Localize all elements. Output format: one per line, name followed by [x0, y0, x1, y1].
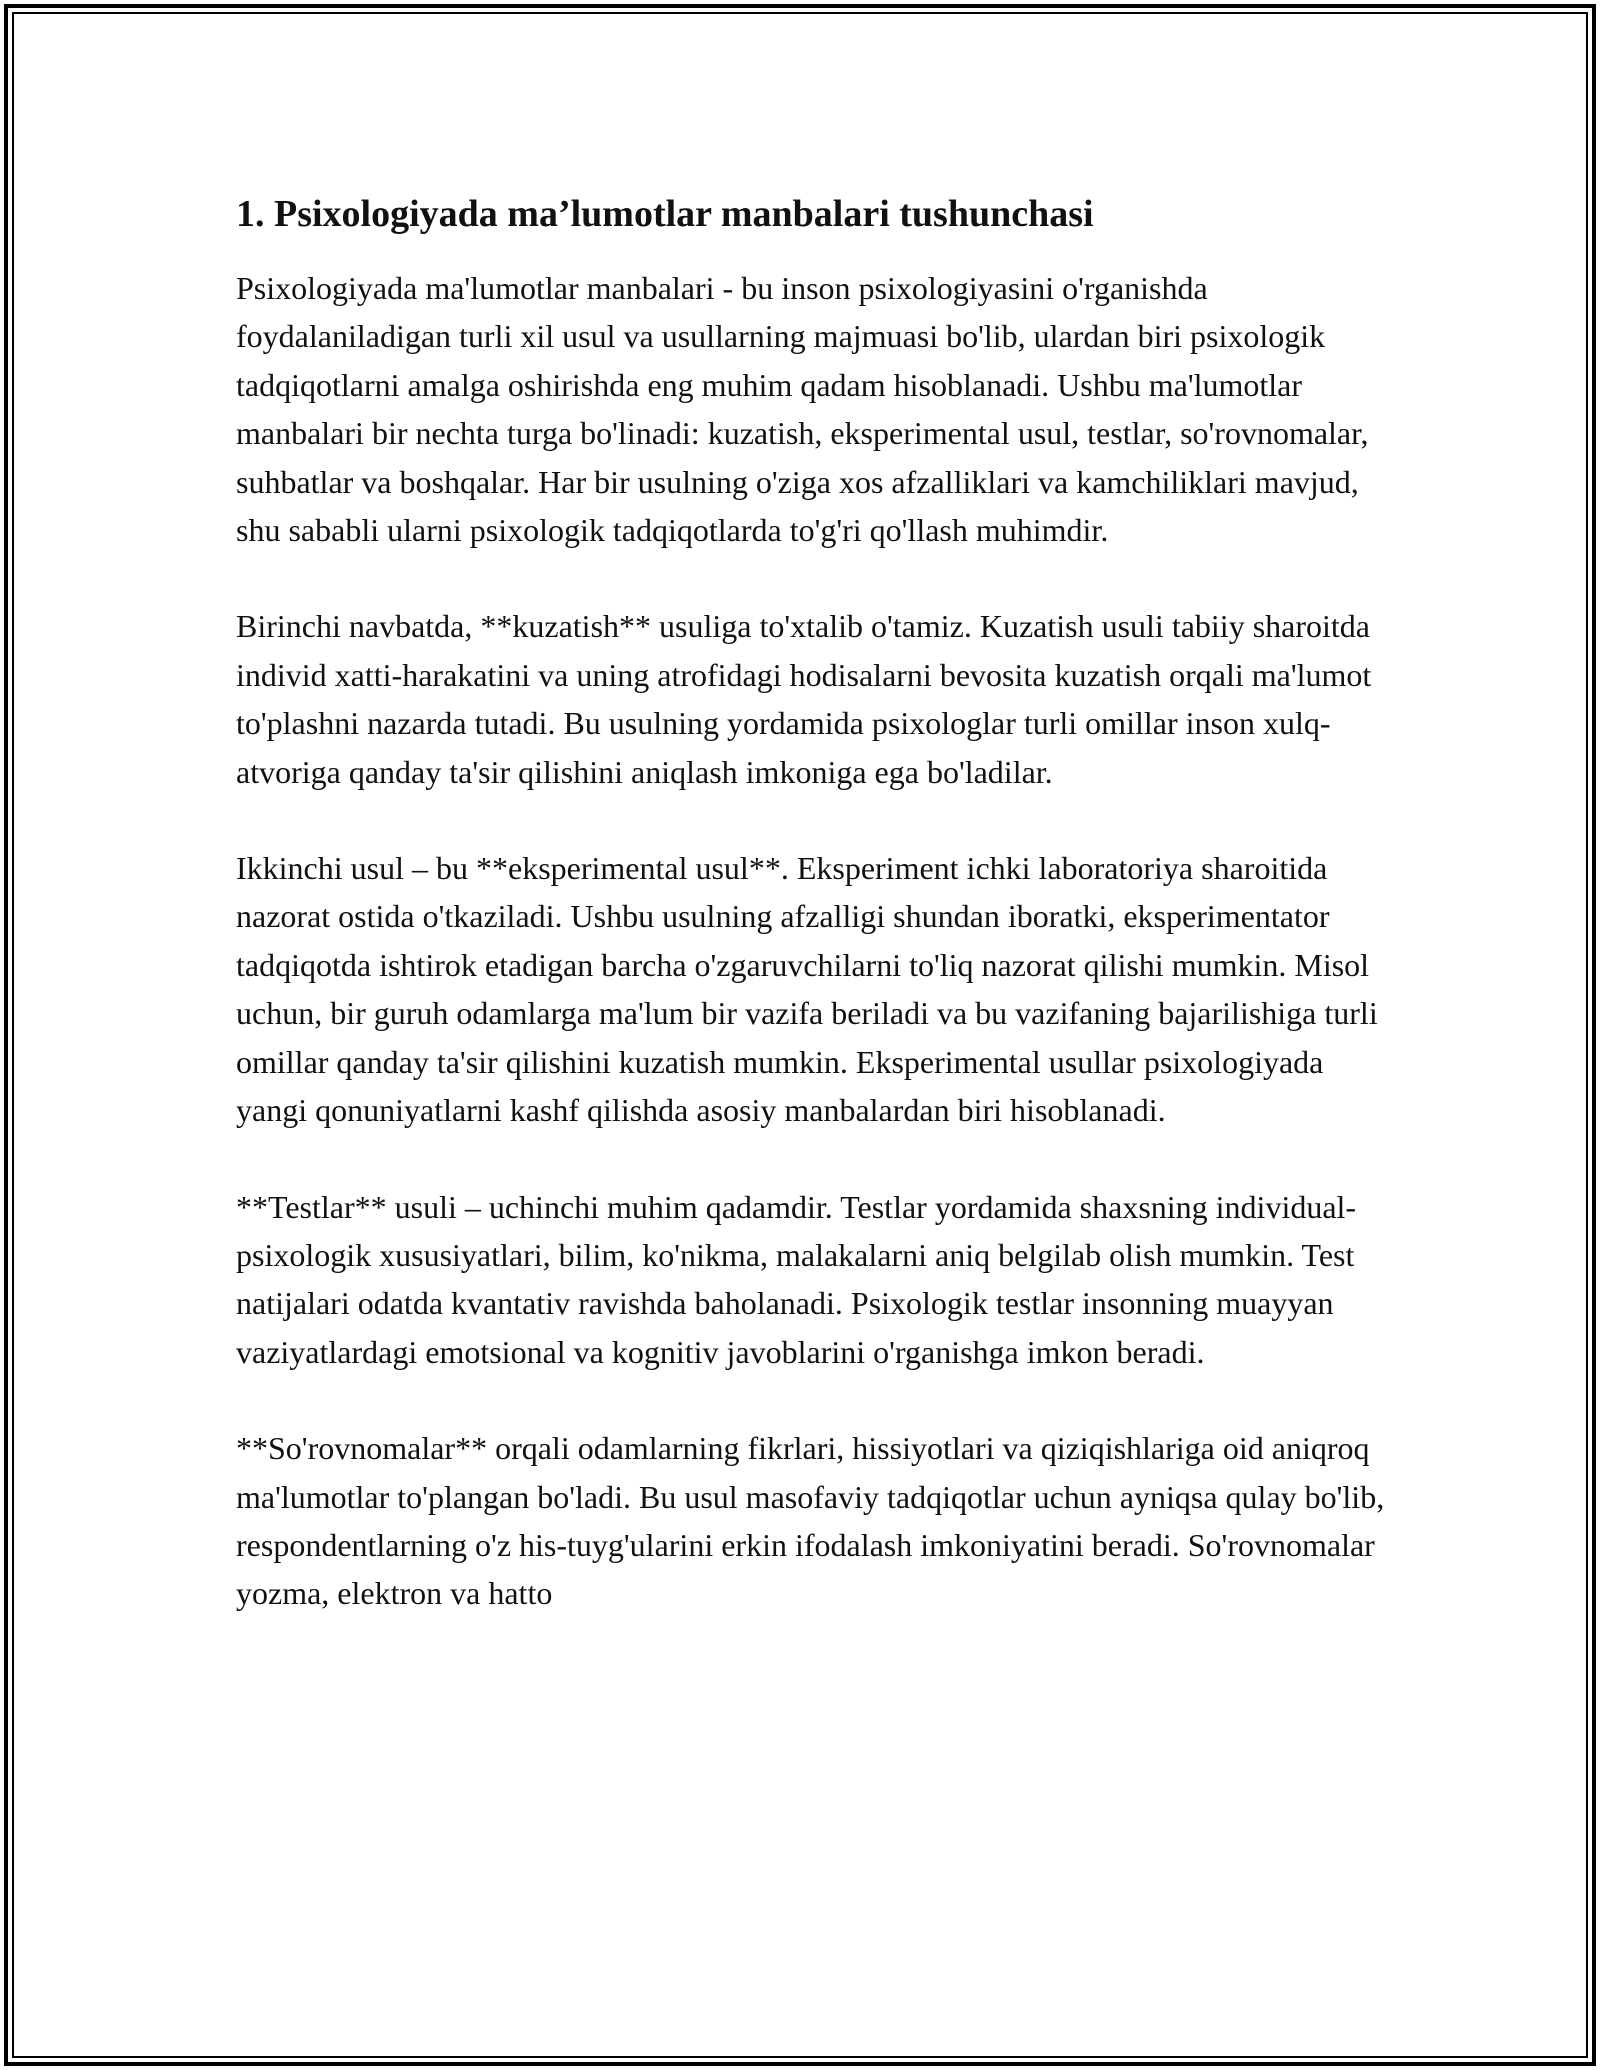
document-body: [236, 186, 1386, 1666]
section-heading: 1. Psixologiyada ma’lumotlar manbalari tushunchasi: [236, 193, 1094, 235]
paragraph-observation: Birinchi navbatda, **kuzatish** usuliga to'xtalib o'tamiz. Kuzatish usuli tabiiy sharoitda individ xatti-harakatini va uning atrofidagi hodisalarni bevosita kuzatish orqali ma'lumot to'plashni nazarda tutadi. Bu usulning yordamida psixologlar turli omillar inson xulq-atvoriga qanday ta'sir qilishini aniqlash imkoniga ega bo'ladilar.: [236, 608, 1372, 790]
paragraph-tests: **Testlar** usuli – uchinchi muhim qadamdir. Testlar yordamida shaxsning individual-psixologik xususiyatlari, bilim, ko'nikma, malakalarni aniq belgilab olish mumkin. Test natijalari odatda kvantativ ravishda baholanadi. Psixologik testlar insonning muayyan vaziyatlardagi emotsional va kognitiv javoblarini o'rganishga imkon beradi.: [236, 1188, 1357, 1370]
paragraph-experimental: Ikkinchi usul – bu **eksperimental usul**. Eksperiment ichki laboratoriya sharoitida nazorat ostida o'tkaziladi. Ushbu usulning afzalligi shundan iboratki, eksperimentator tadqiqotda ishtirok etadigan barcha o'zgaruvchilarni to'liq nazorat qilishi mumkin. Misol uchun, bir guruh odamlarga ma'lum bir vazifa beriladi va bu vazifaning bajarilishiga turli omillar qanday ta'sir qilishini kuzatish mumkin. Eksperimental usullar psixologiyada yangi qonuniyatlarni kashf qilishda asosiy manbalardan biri hisoblanadi.: [236, 850, 1378, 1129]
paragraph-surveys: **So'rovnomalar** orqali odamlarning fikrlari, hissiyotlari va qiziqishlariga oid aniqroq ma'lumotlar to'plangan bo'ladi. Bu usul masofaviy tadqiqotlar uchun ayniqsa qulay bo'lib, respondentlarning o'z his-tuyg'ularini erkin ifodalash imkoniyatini beradi. So'rovnomalar yozma, elektron va hatto: [236, 1430, 1385, 1612]
paragraph-intro: Psixologiyada ma'lumotlar manbalari - bu inson psixologiyasini o'rganishda foydalaniladigan turli xil usul va usullarning majmuasi bo'lib, ulardan biri psixologik tadqiqotlarni amalga oshirishda eng muhim qadam hisoblanadi. Ushbu ma'lumotlar manbalari bir nechta turga bo'linadi: kuzatish, eksperimental usul, testlar, so'rovnomalar, suhbatlar va boshqalar. Har bir usulning o'ziga xos afzalliklari va kamchiliklari mavjud, shu sababli ularni psixologik tadqiqotlarda to'g'ri qo'llash muhimdir.: [236, 270, 1369, 549]
